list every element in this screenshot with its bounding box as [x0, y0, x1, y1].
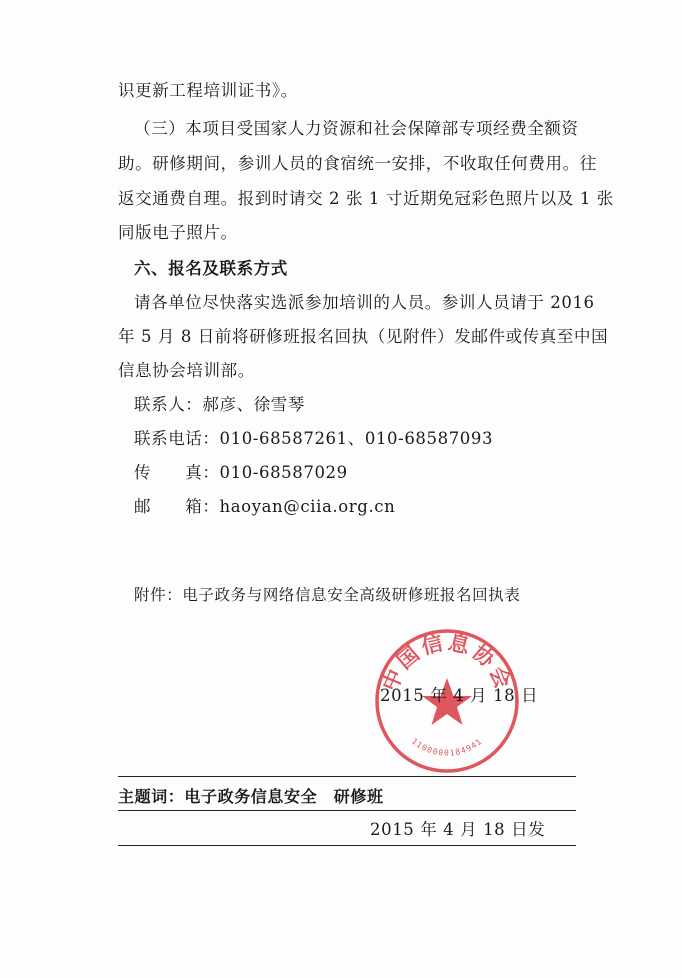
seal-code-text: 1100000184941 — [409, 736, 485, 758]
contact-fax-label: 传 真： — [134, 463, 220, 482]
contact-person-row — [134, 394, 305, 416]
issue-date: 2015 年 4 月 18 日发 — [370, 820, 546, 839]
signature-date: 2015 年 4 月 18 日 — [380, 686, 539, 705]
contact-phone-label: 联系电话： — [134, 429, 220, 448]
attachment-row — [134, 584, 520, 606]
contact-phone-row — [134, 428, 493, 450]
para6-line-1: 请各单位尽快落实选派参加培训的人员。参训人员请于 2016 — [134, 293, 595, 312]
contact-email-row — [134, 496, 395, 518]
footer-middle-rule — [118, 810, 576, 811]
contact-fax-row — [134, 462, 348, 484]
subject-text: 电子政务信息安全 研修班 — [184, 787, 384, 806]
para3-line-2: 助。研修期间，参训人员的食宿统一安排，不收取任何费用。往 — [118, 154, 597, 173]
subject-row — [118, 786, 384, 808]
para6-line-2: 年 5 月 8 日前将研修班报名回执（见附件）发邮件或传真至中国 — [118, 327, 609, 346]
footer-bottom-rule — [118, 845, 576, 846]
para3-line-1: （三）本项目受国家人力资源和社会保障部专项经费全额资 — [134, 119, 579, 138]
contact-phone-value: 010-68587261、010-68587093 — [219, 429, 494, 448]
attachment-text: 电子政务与网络信息安全高级研修班报名回执表 — [182, 586, 521, 604]
body-line-1: 识更新工程培训证书》。 — [118, 81, 298, 100]
contact-person-value: 郝彦、徐雪琴 — [202, 395, 306, 414]
footer-top-rule — [118, 776, 576, 777]
contact-email-value: haoyan@ciia.org.cn — [219, 497, 396, 516]
attachment-label: 附件： — [134, 586, 183, 604]
contact-fax-value: 010-68587029 — [219, 463, 348, 482]
section-heading-6: 六、报名及联系方式 — [134, 259, 288, 278]
para3-line-3: 返交通费自理。报到时请交 2 张 1 寸近期免冠彩色照片以及 1 张 — [118, 189, 614, 208]
seal-org-text: 中国信息协会 — [377, 630, 517, 695]
para3-line-4: 同版电子照片。 — [118, 223, 238, 242]
subject-label: 主题词： — [118, 787, 185, 806]
contact-email-label: 邮 箱： — [134, 497, 220, 516]
para6-line-3: 信息协会培训部。 — [118, 361, 255, 380]
contact-person-label: 联系人： — [134, 395, 203, 414]
